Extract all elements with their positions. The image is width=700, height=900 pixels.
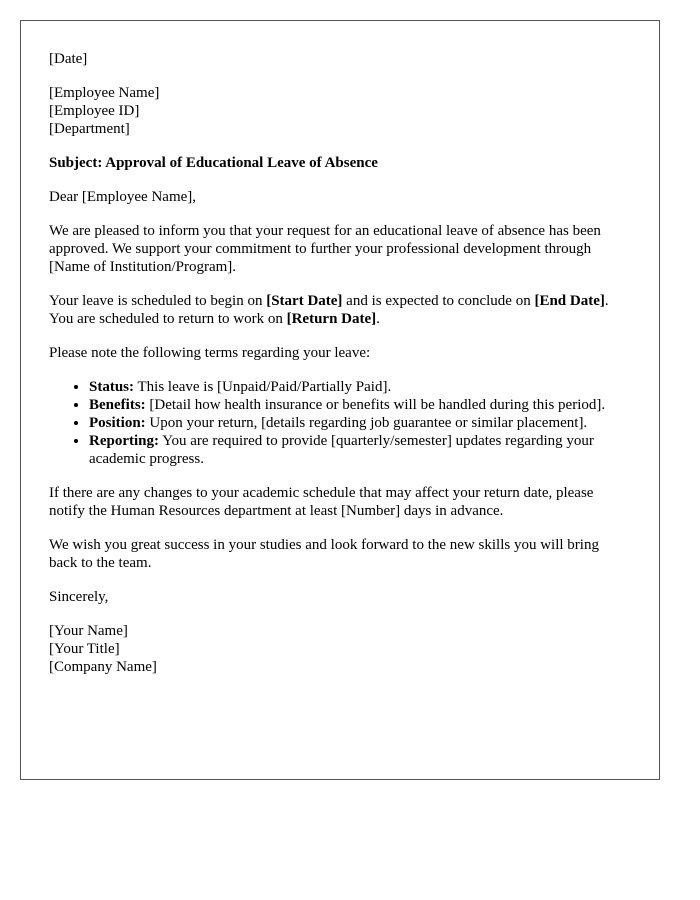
term-label: Reporting: <box>89 433 159 449</box>
signer-name: [Your Name] <box>49 623 128 639</box>
term-label: Status: <box>89 379 135 395</box>
letter-closing: Sincerely, <box>49 589 109 605</box>
end-date: [End Date] <box>534 293 605 309</box>
start-date: [Start Date] <box>266 293 343 309</box>
schedule-text-4: . <box>376 311 380 327</box>
recipient-block <box>49 84 629 138</box>
recipient-name: [Employee Name] <box>49 85 160 101</box>
term-label: Benefits: <box>89 397 146 413</box>
changes-paragraph: If there are any changes to your academic schedule that may affect your return date, please notify the Human Resources department at least [Number] days in advance. <box>49 485 594 519</box>
schedule-text-2: and is expected to conclude on <box>342 293 535 309</box>
term-text: This leave is [Unpaid/Paid/Partially Paid]. <box>134 379 392 395</box>
approval-paragraph: We are pleased to inform you that your request for an educational leave of absence has been approved. We support your commitment to further your professional development through [Name of Institution/Program]. <box>49 223 601 275</box>
signer-title: [Your Title] <box>49 641 120 657</box>
return-date: [Return Date] <box>286 311 377 327</box>
letter-subject: Subject: Approval of Educational Leave of Absence <box>49 155 378 171</box>
letter-date: [Date] <box>49 51 88 67</box>
signer-company: [Company Name] <box>49 659 157 675</box>
signature-block <box>49 622 629 676</box>
wishes-paragraph: We wish you great success in your studies and look forward to the new skills you will bring back to the team. <box>49 537 599 571</box>
term-text: Upon your return, [details regarding job guarantee or similar placement]. <box>145 415 588 431</box>
letter-greeting: Dear [Employee Name], <box>49 189 197 205</box>
letter-page <box>20 20 660 780</box>
term-status <box>89 378 629 396</box>
recipient-department: [Department] <box>49 121 130 137</box>
term-benefits <box>89 396 629 414</box>
terms-intro: Please note the following terms regarding your leave: <box>49 345 371 361</box>
schedule-paragraph <box>49 292 629 328</box>
terms-list <box>49 378 629 468</box>
recipient-id: [Employee ID] <box>49 103 140 119</box>
schedule-text-3: . You are scheduled to return to work on <box>49 293 609 327</box>
term-text: You are required to provide [quarterly/semester] updates regarding your academic progress. <box>89 433 594 467</box>
term-label: Position: <box>89 415 146 431</box>
term-text: [Detail how health insurance or benefits will be handled during this period]. <box>145 397 606 413</box>
term-position <box>89 414 629 432</box>
term-reporting <box>89 432 629 468</box>
schedule-text-1: Your leave is scheduled to begin on <box>49 293 267 309</box>
